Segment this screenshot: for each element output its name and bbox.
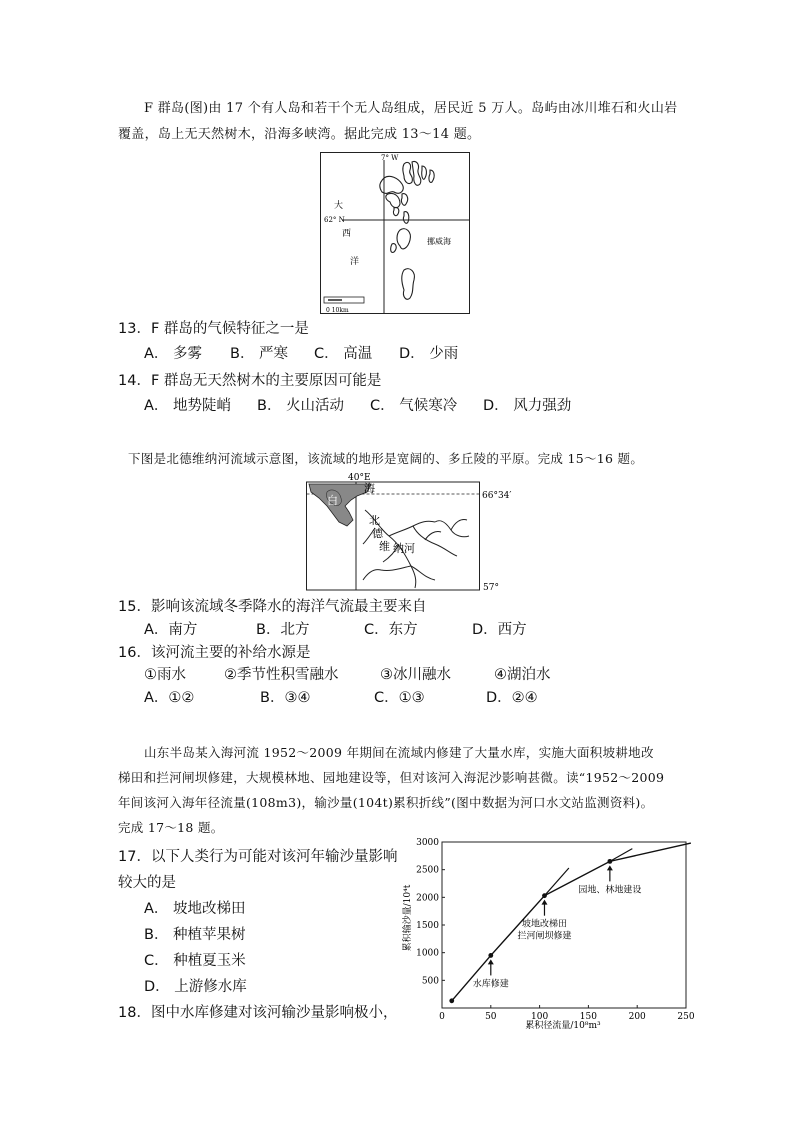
label-sea: 海 xyxy=(364,482,375,495)
q17-option-c[interactable]: C． 种植夏玉米 xyxy=(144,953,246,969)
q14-option-c[interactable]: C． 气候寒冷 xyxy=(370,398,458,414)
y-tick-label: 2000 xyxy=(416,893,439,904)
q16-sources xyxy=(144,664,744,686)
q17-option-d[interactable]: D． 上游修水库 xyxy=(144,979,247,995)
x-tick-label: 150 xyxy=(579,1012,597,1022)
q18-stem: 18．图中水库修建对该河输沙量影响极小， xyxy=(118,1005,398,1021)
y-tick-label: 2500 xyxy=(416,865,439,876)
label-da: 大 xyxy=(334,201,344,211)
y-tick-label: 3000 xyxy=(416,838,439,848)
q13-option-d[interactable]: D． 少雨 xyxy=(399,346,459,362)
q16-option-c[interactable]: C．①③ xyxy=(374,690,425,706)
series-line xyxy=(452,843,691,1001)
label-river: 纳河 xyxy=(393,542,415,555)
label-white: 白 xyxy=(327,494,338,507)
source-4: ④湖泊水 xyxy=(494,667,551,683)
q13-option-b[interactable]: B． 严寒 xyxy=(230,346,289,362)
x-tick-label: 0 xyxy=(439,1012,445,1022)
map2-lat-bottom-label: 57° xyxy=(483,583,499,592)
q13-option-c[interactable]: C． 高温 xyxy=(314,346,373,362)
data-point xyxy=(449,998,454,1003)
chart-y-axis-label: 累积输沙量/10⁴t xyxy=(403,884,413,952)
q15-option-b[interactable]: B．北方 xyxy=(256,622,310,638)
northern-dvina-map xyxy=(305,470,535,592)
y-tick-label: 500 xyxy=(421,976,439,987)
map2-lat-top-label: 66°34′ xyxy=(482,491,512,501)
label-bei: 北 xyxy=(369,514,380,527)
annotation-dam: 拦河闸坝修建 xyxy=(517,931,572,942)
chart-x-axis-label: 累积径流量/10⁸m³ xyxy=(525,1021,601,1031)
annotation-arrow-head xyxy=(541,900,547,905)
y-tick-label: 1000 xyxy=(416,948,439,959)
q13-stem: 13．F 群岛的气候特征之一是 xyxy=(118,321,309,337)
x-tick-label: 100 xyxy=(531,1012,549,1022)
q13-options xyxy=(144,343,744,365)
section1-intro-line1: F 群岛(图)由 17 个有人岛和若干个无人岛组成，居民近 5 万人。岛屿由冰川堆石和火山岩 xyxy=(144,101,678,116)
label-yang: 洋 xyxy=(350,257,360,267)
q16-stem: 16．该河流主要的补给水源是 xyxy=(118,645,311,661)
section3-intro-line1: 山东半岛某入海河流 1952～2009 年期间在流域内修建了大量水库，实施大面积坡耕地改 xyxy=(144,745,654,760)
scale-label: 0 10km xyxy=(326,307,349,314)
section2-intro: 下图是北德维纳河流域示意图，该流域的地形是宽阔的、多丘陵的平原。完成 15～16 题。 xyxy=(128,451,644,466)
x-tick-label: 200 xyxy=(628,1012,646,1022)
source-1: ①雨水 xyxy=(144,667,186,683)
q14-option-a[interactable]: A． 地势陡峭 xyxy=(144,398,232,414)
q14-options xyxy=(144,395,744,417)
data-point xyxy=(607,859,612,864)
chart-lines xyxy=(452,843,691,1001)
annotation-orchard-forest: 园地、林地建设 xyxy=(578,885,642,896)
label-de: 德 xyxy=(372,527,383,540)
chart-annotations xyxy=(473,865,642,989)
lon-label: 7° W xyxy=(381,154,399,162)
q16-option-d[interactable]: D．②④ xyxy=(486,690,538,706)
section1-intro-line2: 覆盖，岛上无天然树木，沿海多峡湾。据此完成 13～14 题。 xyxy=(118,127,481,142)
q14-option-d[interactable]: D． 风力强劲 xyxy=(483,398,572,414)
trend-extension-line xyxy=(544,868,568,896)
f-islands-map xyxy=(320,152,470,314)
annotation-arrow-head xyxy=(488,959,494,964)
section3-intro-line2: 梯田和拦河闸坝修建，大规模林地、园地建设等，但对该河入海泥沙影响甚微。读“1952～2009 xyxy=(118,770,665,785)
q17-stem-line2: 较大的是 xyxy=(118,875,176,891)
q17-option-a[interactable]: A． 坡地改梯田 xyxy=(144,901,246,917)
label-wei: 维 xyxy=(379,540,390,553)
y-tick-label: 1500 xyxy=(416,921,439,931)
source-2: ②季节性积雪融水 xyxy=(224,667,339,683)
q17-stem-line1: 17．以下人类行为可能对该河年输沙量影响 xyxy=(118,849,398,865)
map2-lon-label: 40°E xyxy=(348,473,371,483)
annotation-arrow-head xyxy=(607,865,613,870)
x-tick-label: 50 xyxy=(485,1012,497,1022)
sediment-runoff-chart xyxy=(396,832,696,1032)
lat-label: 62° N xyxy=(324,216,345,224)
q16-options xyxy=(144,687,744,709)
section3-intro-line4: 完成 17～18 题。 xyxy=(118,820,224,835)
label-xi: 西 xyxy=(342,229,352,239)
q15-option-d[interactable]: D．西方 xyxy=(472,622,527,638)
q15-option-a[interactable]: A．南方 xyxy=(144,622,198,638)
q15-stem: 15．影响该流域冬季降水的海洋气流最主要来自 xyxy=(118,599,427,615)
source-3: ③冰川融水 xyxy=(380,667,451,683)
q16-option-a[interactable]: A．①② xyxy=(144,690,195,706)
q17-option-b[interactable]: B． 种植苹果树 xyxy=(144,927,246,943)
data-point xyxy=(542,893,547,898)
q15-option-c[interactable]: C．东方 xyxy=(364,622,418,638)
section3-intro-line3: 年间该河入海年径流量(108m3)，输沙量(104t)累积折线”(图中数据为河口水文站监测资料)。 xyxy=(118,795,654,810)
q16-option-b[interactable]: B．③④ xyxy=(260,690,311,706)
q15-options xyxy=(144,619,744,641)
data-point xyxy=(488,953,493,958)
label-norway-sea: 挪威海 xyxy=(427,237,451,246)
q14-option-b[interactable]: B． 火山活动 xyxy=(257,398,345,414)
annotation-reservoir: 水库修建 xyxy=(472,979,509,990)
annotation-terracing: 坡地改梯田 xyxy=(521,919,567,930)
q13-option-a[interactable]: A． 多雾 xyxy=(144,346,203,362)
q14-stem: 14．F 群岛无天然树木的主要原因可能是 xyxy=(118,373,382,389)
x-tick-label: 250 xyxy=(677,1012,695,1022)
